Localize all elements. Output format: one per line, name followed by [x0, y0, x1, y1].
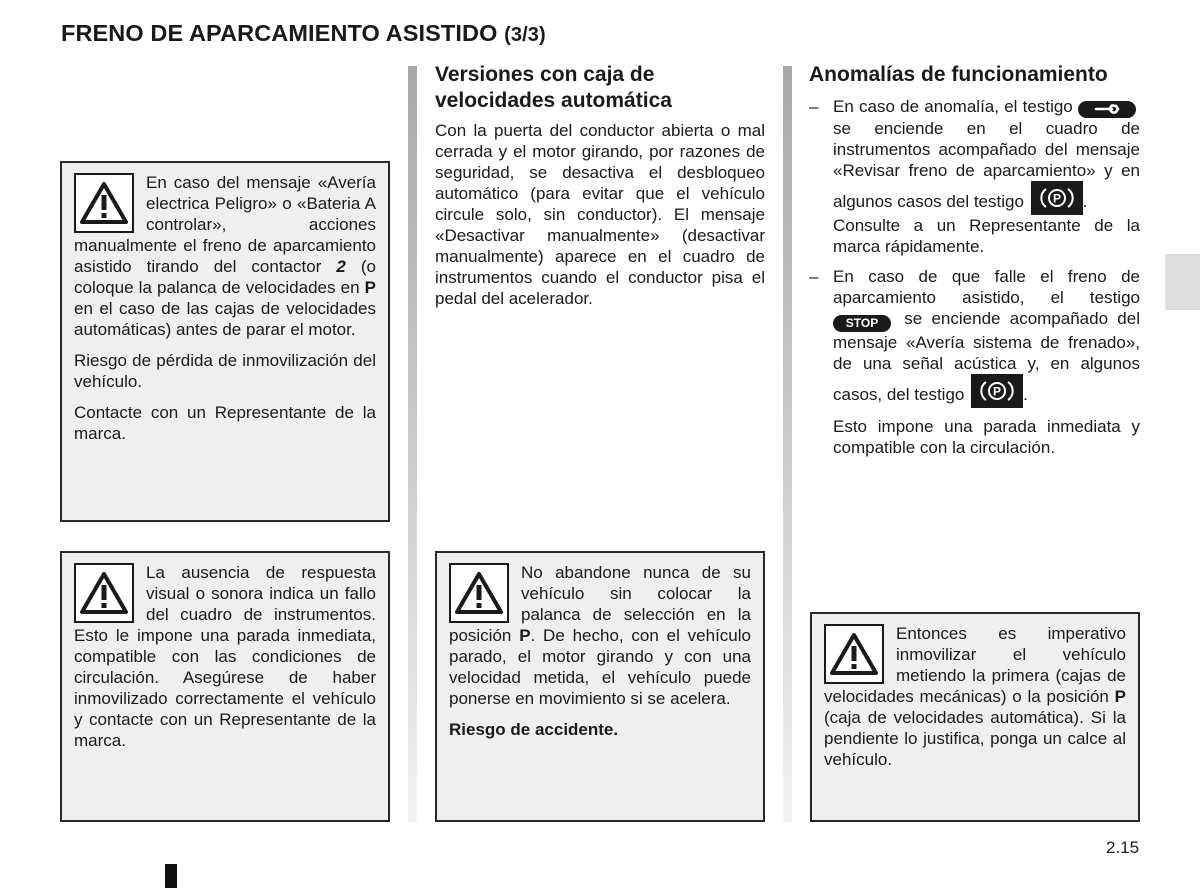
page-title	[61, 20, 546, 47]
section-automatic	[435, 62, 765, 309]
warning-triangle-icon	[824, 624, 884, 684]
warning-triangle-icon	[74, 173, 134, 233]
page-number: 2.15	[1106, 838, 1140, 857]
stop-warning-light-icon: STOP	[833, 315, 891, 332]
warning-text-no-response: La ausencia de respuesta visual o sonora indica un fallo del cuadro de instrumentos. Esto le impone una parada inmediata, compatible con las condiciones de circulación. Asegúrese de haber inmovilizado correctamente el vehículo y contacte con un Representante de la marca.	[74, 563, 376, 750]
warning-box-no-response	[60, 551, 390, 822]
list-item: – En caso de anomalía, el testigo se enciende en el cuadro de instrumentos acompañado del mensaje «Revisar freno de aparcamiento» y en algunos casos del testigo P . Consulte a un Representante de la marca rápidamente.	[809, 96, 1140, 257]
section-heading-anomalies: Anomalías de funcionamiento	[809, 63, 1108, 86]
warning-text-electrical: En caso del mensaje «Avería electrica Peligro» o «Bateria A controlar», acciones manualmente el freno de aparcamiento asistido tirando del contactor 2 (o coloque la palanca de velocidades en P en el caso de las cajas de velocidades automáticas) antes de parar el motor.	[74, 173, 376, 339]
wrench-warning-light-icon	[1078, 101, 1136, 118]
warning-text-immobilize: Entonces es imperativo inmovilizar el vehículo metiendo la primera (cajas de velocidades mecánicas) o la posición P (caja de velocidades automática). Si la pendiente lo justifica, ponga un calce al vehículo.	[824, 624, 1126, 769]
warning-box-immobilize	[810, 612, 1140, 822]
svg-text:P: P	[1052, 191, 1061, 206]
warning-triangle-icon	[449, 563, 509, 623]
section-body-automatic: Con la puerta del conductor abierta o mal cerrada y el motor girando, por razones de seguridad, se desactiva el desbloqueo automático (para evitar que el vehículo circule solo, sin conductor). El mensaje «Desactivar manualmente» (desactivar manualmente) aparece en el cuadro de instrumentos cuando el conductor pisa el pedal del acelerador.	[435, 121, 765, 308]
warning-accident-text: Riesgo de accidente.	[449, 720, 619, 739]
page-title-text: FRENO DE APARCAMIENTO ASISTIDO	[61, 20, 498, 46]
section-anomalies	[809, 62, 1140, 467]
warning-triangle-icon	[74, 563, 134, 623]
parking-brake-light-icon	[971, 374, 1023, 408]
section-heading-automatic: Versiones con caja de velocidades automática	[435, 63, 672, 112]
chapter-tab	[1165, 254, 1200, 310]
page-title-suffix: (3/3)	[504, 24, 546, 46]
warning-risk-text: Riesgo de pérdida de inmovilización del vehículo.	[74, 351, 376, 391]
list-item: – En caso de que falle el freno de aparcamiento asistido, el testigo STOP se enciende acompañado del mensaje «Avería sistema de frenado», de una señal acústica y, en algunos casos, del testigo P . Esto impone una parada inmediata y compatible con la circulación.	[809, 266, 1140, 458]
warning-contact-text: Contacte con un Representante de la marca.	[74, 403, 376, 443]
column-divider-left	[408, 66, 417, 822]
anomalies-list	[809, 96, 1140, 458]
warning-text-selector: No abandone nunca de su vehículo sin colocar la palanca de selección en la posición P. De hecho, con el vehículo parado, el motor girando y con una velocidad metida, el vehículo puede ponerse en movimiento si se acelera.	[449, 563, 751, 708]
parking-brake-light-icon	[1031, 181, 1083, 215]
list-item-stop-text: Esto impone una parada inmediata y compatible con la circulación.	[833, 417, 1140, 457]
list-item-consult: Consulte a un Representante de la marca rápidamente.	[833, 216, 1140, 256]
svg-text:P: P	[993, 384, 1002, 399]
warning-box-electrical	[60, 161, 390, 522]
warning-box-selector	[435, 551, 765, 822]
page-marker	[165, 864, 177, 888]
column-divider-right	[783, 66, 792, 822]
